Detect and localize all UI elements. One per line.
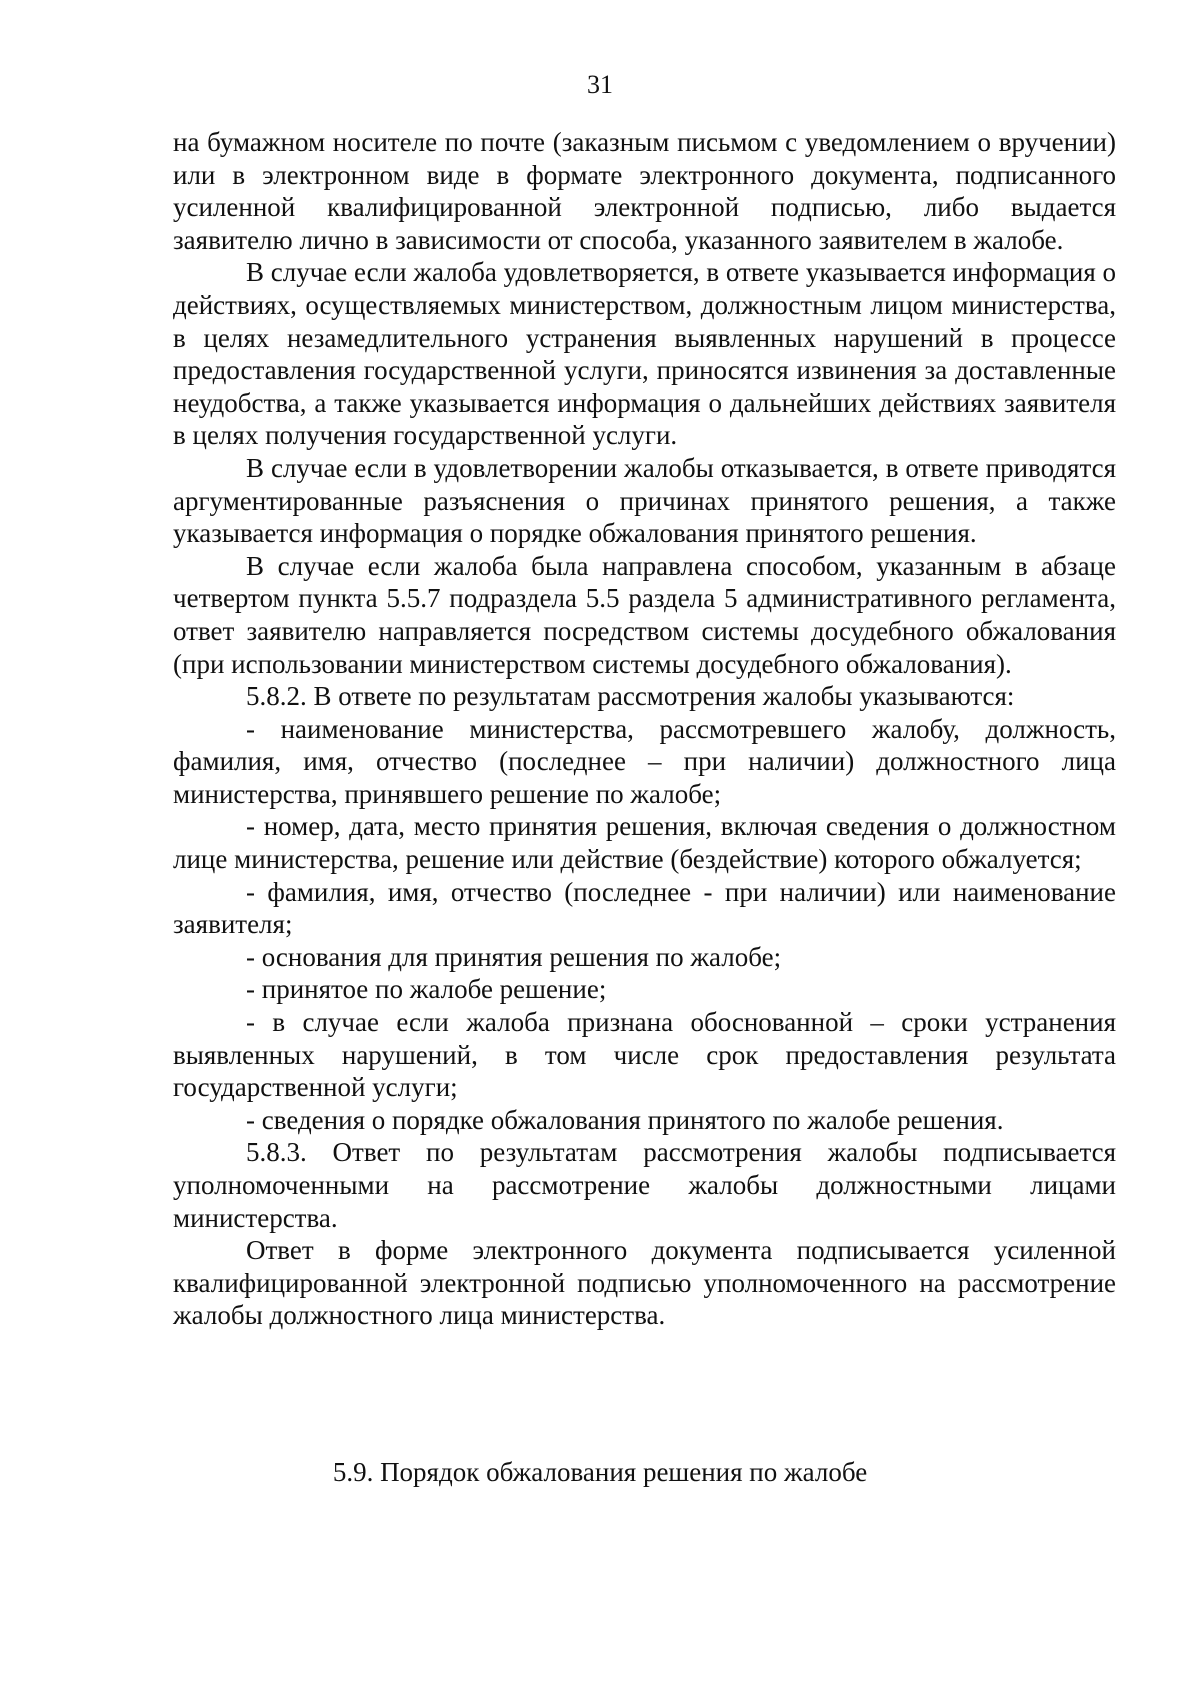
list-item: - сведения о порядке обжалования принятого по жалобе решения. bbox=[246, 1104, 1004, 1135]
paragraph: В случае если жалоба была направлена способом, указанным в абзаце четвертом пункта 5.5.7 подраздела 5.5 раздела 5 административного регламента, ответ заявителю направляется посредством системы досудебного обжалования (при использовании министерством системы досудебного обжалования). bbox=[173, 550, 1116, 679]
list-item: - номер, дата, место принятия решения, включая сведения о должностном лице министерства, решение или действие (бездействие) которого обжалуется; bbox=[173, 811, 1116, 875]
document-body bbox=[173, 126, 1116, 1332]
list-item: - фамилия, имя, отчество (последнее - при наличии) или наименование заявителя; bbox=[173, 876, 1116, 940]
paragraph: на бумажном носителе по почте (заказным письмом с уведомлением о вручении) или в электронном виде в формате электронного документа, подписанного усиленной квалифицированной электронной подписью, либо выдается заявителю лично в зависимости от способа, указанного заявителем в жалобе. bbox=[173, 127, 1116, 255]
list-item: - основания для принятия решения по жалобе; bbox=[246, 941, 782, 972]
list-item: - в случае если жалоба признана обоснованной – сроки устранения выявленных нарушений, в том числе срок предоставления результата государственной услуги; bbox=[173, 1007, 1116, 1103]
paragraph: В случае если в удовлетворении жалобы отказывается, в ответе приводятся аргументированные разъяснения о причинах принятого решения, а также указывается информация о порядке обжалования принятого решения. bbox=[173, 452, 1116, 549]
paragraph: В случае если жалоба удовлетворяется, в ответе указывается информация о действиях, осуществляемых министерством, должностным лицом министерства, в целях незамедлительного устранения выявленных нарушений в процессе предоставления государственной услуги, приносятся извинения за доставленные неудобства, а также указывается информация о дальнейших действиях заявителя в целях получения государственной услуги. bbox=[173, 257, 1116, 451]
paragraph: 5.8.3. Ответ по результатам рассмотрения жалобы подписывается уполномоченными на рассмотрение жалобы должностными лицами министерства. bbox=[173, 1137, 1116, 1233]
page-number: 31 bbox=[587, 70, 613, 99]
list-item: - принятое по жалобе решение; bbox=[246, 974, 607, 1005]
section-heading: 5.9. Порядок обжалования решения по жалобе bbox=[332, 1457, 868, 1487]
paragraph: Ответ в форме электронного документа подписывается усиленной квалифицированной электронной подписью уполномоченного на рассмотрение жалобы должностного лица министерства. bbox=[173, 1235, 1116, 1331]
list-item: - наименование министерства, рассмотревшего жалобу, должность, фамилия, имя, отчество (последнее – при наличии) должностного лица министерства, принявшего решение по жалобе; bbox=[173, 713, 1116, 809]
paragraph: 5.8.2. В ответе по результатам рассмотрения жалобы указываются: bbox=[246, 681, 1015, 712]
